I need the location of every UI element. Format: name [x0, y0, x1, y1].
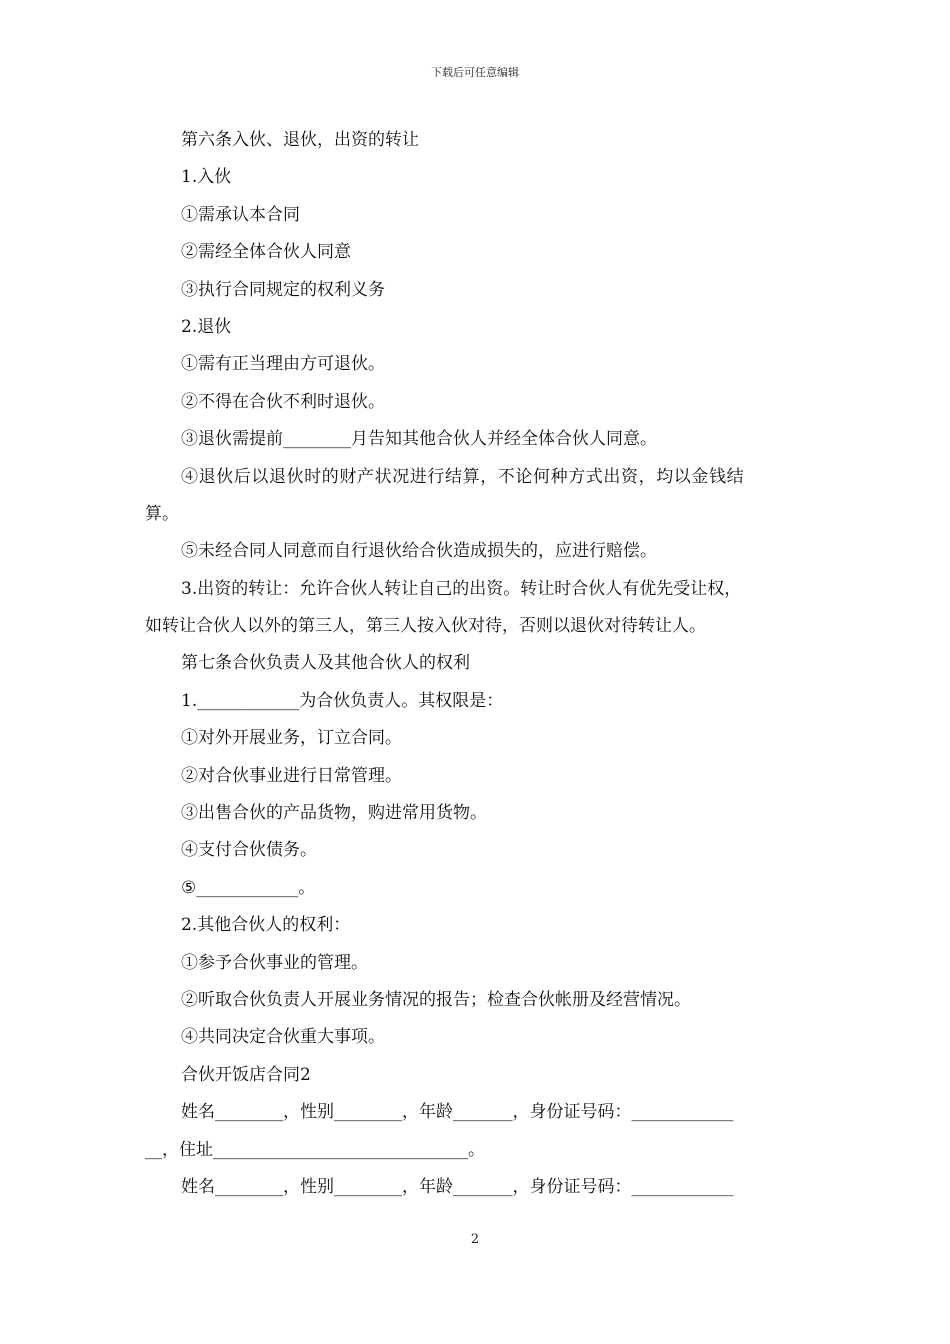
list-item: ②不得在合伙不利时退伙。: [181, 391, 385, 412]
page-number: 2: [470, 1232, 480, 1247]
party-info-continuation: __，住址______________________________。: [145, 1139, 485, 1160]
list-item: ⑤未经合同人同意而自行退伙给合伙造成损失的，应进行赔偿。: [181, 541, 657, 562]
list-item: ②对合伙事业进行日常管理。: [181, 765, 402, 786]
list-item: ①需承认本合同: [181, 204, 300, 225]
paragraph-continuation: 如转让合伙人以外的第三人，第三人按入伙对待，否则以退伙对待转让人。: [145, 616, 706, 637]
document-body: [145, 122, 810, 1206]
subsection-other-partners: 2.其他合伙人的权利：: [181, 915, 351, 936]
list-item: ①参予合伙事业的管理。: [181, 952, 368, 973]
subsection-withdrawal: 2.退伙: [181, 316, 232, 337]
list-item: ③退伙需提前________月告知其他合伙人并经全体合伙人同意。: [181, 429, 657, 450]
subsection-transfer: 3.出资的转让：允许合伙人转让自己的出资。转让时合伙人有优先受让权，: [181, 578, 742, 599]
subsection-responsible-partner: 1.____________为合伙负责人。其权限是：: [181, 690, 504, 711]
page-header: 下载后可任意编辑: [431, 66, 519, 79]
party-info-line: 姓名________，性别________，年龄_______，身份证号码：____________: [181, 1102, 734, 1123]
contract-title: 合伙开饭店合同2: [181, 1064, 311, 1085]
subsection-joining: 1.入伙: [181, 167, 232, 188]
list-item-continuation: 算。: [145, 503, 179, 524]
list-item: ②需经全体合伙人同意: [181, 242, 351, 263]
list-item: ③执行合同规定的权利义务: [181, 279, 385, 300]
section-heading-article-7: 第七条合伙负责人及其他合伙人的权利: [181, 653, 470, 674]
list-item: ⑤____________。: [181, 877, 316, 898]
list-item: ①需有正当理由方可退伙。: [181, 354, 385, 375]
list-item: ④共同决定合伙重大事项。: [181, 1027, 385, 1048]
party-info-line: 姓名________，性别________，年龄_______，身份证号码：____________: [181, 1176, 734, 1197]
list-item: ①对外开展业务，订立合同。: [181, 728, 402, 749]
section-heading-article-6: 第六条入伙、退伙，出资的转让: [181, 130, 419, 150]
list-item: ④退伙后以退伙时的财产状况进行结算，不论何种方式出资，均以金钱结: [181, 466, 745, 487]
list-item: ④支付合伙债务。: [181, 840, 317, 861]
list-item: ②听取合伙负责人开展业务情况的报告；检查合伙帐册及经营情况。: [181, 989, 691, 1010]
list-item: ③出售合伙的产品货物，购进常用货物。: [181, 803, 487, 824]
